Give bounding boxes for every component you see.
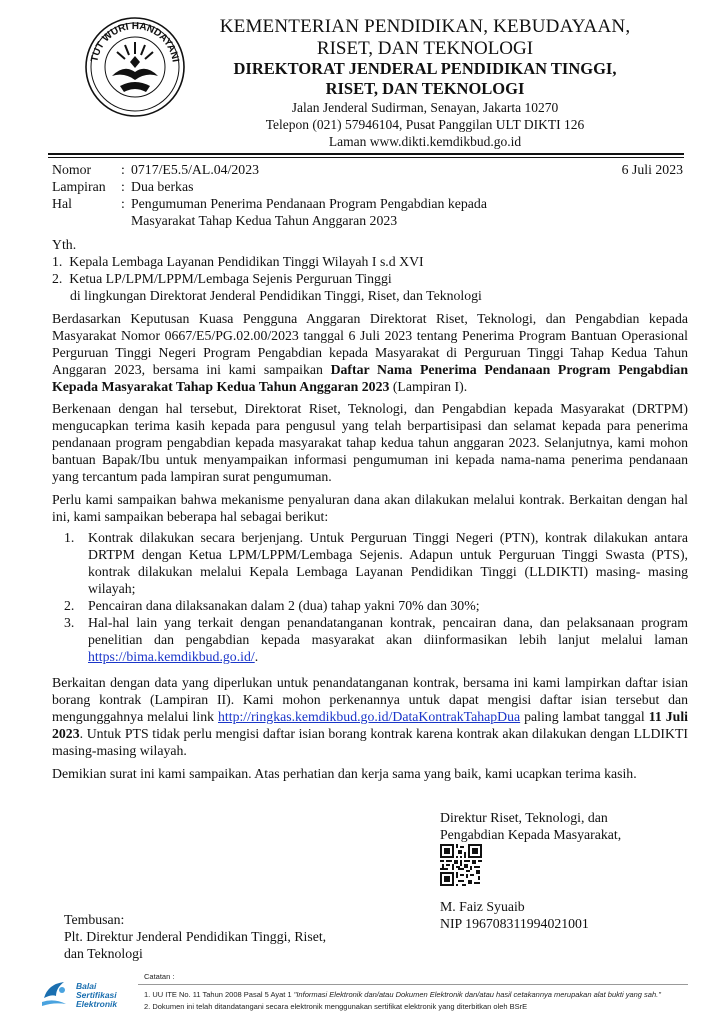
hal-value-line1: Pengumuman Penerima Pendanaan Program Pengabdian kepada xyxy=(131,196,487,211)
list-item: 2. Pencairan dana dilaksanakan dalam 2 (dua) tahap yakni 70% dan 30%; xyxy=(64,598,480,613)
recipient-2: 2. Ketua LP/LPM/LPPM/Lembaga Sejenis Perguruan Tinggi xyxy=(52,271,392,286)
paragraph-3: Perlu kami sampaikan bahwa mekanisme penyaluran dana akan dilakukan melalui kontrak. Berkaitan dengan hal ini, kami sampaikan beberapa hal sebagai berikut: xyxy=(52,492,688,524)
recipient-2-continued: di lingkungan Direktorat Jenderal Pendidikan Tinggi, Riset, dan Teknologi xyxy=(70,288,482,303)
directorate-name-line1: DIREKTORAT JENDERAL PENDIDIKAN TINGGI, xyxy=(233,59,617,78)
signatory-name: M. Faiz Syuaib xyxy=(440,899,525,914)
lampiran-label: Lampiran xyxy=(52,179,106,194)
lampiran-value: Dua berkas xyxy=(131,179,194,194)
paragraph-1: Berdasarkan Keputusan Kuasa Pengguna Anggaran Direktorat Riset, Teknologi, dan Pengabdian kepada Masyarakat Nomor 0667/E5/PG.02.00/2023 tanggal 6 Juli 2023 tentang Penerima Program Bantuan Operasional Perguruan Tinggi Negeri Program Pengabdian kepada Masyarakat di Perguruan Tinggi Tahap Kedua Tahun Anggaran 2023, bersama ini kami sampaikan Daftar Nama Penerima Pendanaan Program Pengabdian Kepada Masyarakat Tahap Kedua Tahun Anggaran 2023 (Lampiran I). xyxy=(52,311,688,394)
header-rule-thick xyxy=(48,153,684,155)
mechanism-list xyxy=(52,529,688,665)
paragraph-4: Berkaitan dengan data yang diperlukan untuk penandatanganan kontrak, bersama ini kami lampirkan daftar isian borang kontrak (Lampiran II). Kami mohon perkenannya untuk dapat mengisi daftar isian tersebut dan mengunggahnya melalui link http://ringkas.kemdikbud.go.id/DataKontrakTahapDua paling lambat tanggal 11 Juli 2023. Untuk PTS tidak perlu mengisi daftar isian borang kontrak karena kontrak akan dilakukan dengan LLDIKTI masing-masing wilayah. xyxy=(52,675,688,758)
footer-note-2: 2. Dokumen ini telah ditandatangani secara elektronik menggunakan sertifikat elektronik yang diterbitkan oleh BSrE xyxy=(144,1002,528,1011)
colon: : xyxy=(121,179,125,194)
address: Jalan Jenderal Sudirman, Senayan, Jakarta 10270 xyxy=(291,100,559,115)
bsre-logo-icon xyxy=(38,976,72,1010)
bsre-label-line1: Balai xyxy=(76,981,97,991)
cc-label: Tembusan: xyxy=(64,912,125,927)
deadline-date: 11 Juli 2023 xyxy=(52,709,688,741)
signatory-title-line1: Direktur Riset, Teknologi, dan xyxy=(440,810,608,825)
paragraph-5: Demikian surat ini kami sampaikan. Atas perhatian dan kerja sama yang baik, kami ucapkan terima kasih. xyxy=(52,766,637,781)
letter-date: 6 Juli 2023 xyxy=(621,162,683,177)
website: Laman www.dikti.kemdikbud.go.id xyxy=(328,134,522,149)
header-rule-thin xyxy=(48,157,684,158)
tut-wuri-handayani-logo xyxy=(80,12,190,122)
attachment-title: Daftar Nama Penerima Pendanaan Program Pengabdian Kepada Masyarakat Tahap Kedua Tahun Anggaran 2023 xyxy=(52,362,688,394)
list-item: 3. Hal-hal lain yang terkait dengan penandatanganan kontrak, pencairan dana, dan pelaksanaan program penelitian dan pengabdian kepada masyarakat akan diinformasikan lebih lanjut melalui laman https://bima.kemdikbud.go.id/. xyxy=(64,615,688,664)
logo-motto: TUT WURI HANDAYANI xyxy=(89,20,181,63)
yth: Yth. xyxy=(52,237,77,252)
list-item: 1. Kontrak dilakukan secara berjenjang. Untuk Perguruan Tinggi Negeri (PTN), kontrak dilakukan antara DRTPM dengan Ketua LPM/LPPM/Lembaga Sejenis. Adapun untuk Perguruan Tinggi Swasta (PTS), kontrak dilakukan melalui Kepala Lembaga Layanan Pendidikan Tinggi (LLDIKTI) masing- masing wilayah; xyxy=(64,530,688,596)
nomor-label: Nomor xyxy=(52,162,92,177)
kontrak-form-link[interactable]: http://ringkas.kemdikbud.go.id/DataKontrakTahapDua xyxy=(218,709,521,724)
bsre-label-line3: Elektronik xyxy=(76,999,118,1009)
hal-value-line2: Masyarakat Tahap Kedua Tahun Anggaran 2023 xyxy=(131,213,398,228)
colon: : xyxy=(121,162,125,177)
bsre-label-line2: Sertifikasi xyxy=(76,990,117,1000)
footer-catatan: Catatan : xyxy=(144,972,175,981)
hal-label: Hal xyxy=(52,196,72,211)
colon: : xyxy=(121,196,125,211)
cc-line1: Plt. Direktur Jenderal Pendidikan Tinggi, Riset, xyxy=(64,929,327,944)
nomor-value: 0717/E5.5/AL.04/2023 xyxy=(131,162,259,177)
signatory-title-line2: Pengabdian Kepada Masyarakat, xyxy=(440,827,622,842)
ministry-name-line2: RISET, DAN TEKNOLOGI xyxy=(316,38,534,59)
phone: Telepon (021) 57946104, Pusat Panggilan ULT DIKTI 126 xyxy=(265,117,585,132)
ministry-name-line1: KEMENTERIAN PENDIDIKAN, KEBUDAYAAN, xyxy=(219,16,631,37)
qr-code xyxy=(440,844,482,886)
footer-rule xyxy=(138,984,688,985)
paragraph-2: Berkenaan dengan hal tersebut, Direktorat Riset, Teknologi, dan Pengabdian kepada Masyarakat (DRTPM) mengucapkan terima kasih kepada para pengusul yang telah berpartisipasi dan selamat kepada para penerima pendanaan program pengabdian kepada masyarakat tahap kedua tahun anggaran 2023. Selanjutnya, kami mohon bantuan Bapak/Ibu untuk menyampaikan informasi pengumuman ini kepada nama-nama penerima pendanaan yang tercantum pada lampiran surat pengumuman. xyxy=(52,401,688,484)
bima-link[interactable]: https://bima.kemdikbud.go.id/ xyxy=(88,649,255,664)
cc-line2: dan Teknologi xyxy=(64,946,143,961)
footer-note-1: 1. UU ITE No. 11 Tahun 2008 Pasal 5 Ayat 1 "Informasi Elektronik dan/atau Dokumen Elektronik dan/atau hasil cetakannya merupakan alat bukti yang sah." xyxy=(144,990,661,999)
recipient-1: 1. Kepala Lembaga Layanan Pendidikan Tinggi Wilayah I s.d XVI xyxy=(52,254,424,269)
signatory-nip: NIP 196708311994021001 xyxy=(440,916,589,931)
directorate-name-line2: RISET, DAN TEKNOLOGI xyxy=(325,79,525,98)
